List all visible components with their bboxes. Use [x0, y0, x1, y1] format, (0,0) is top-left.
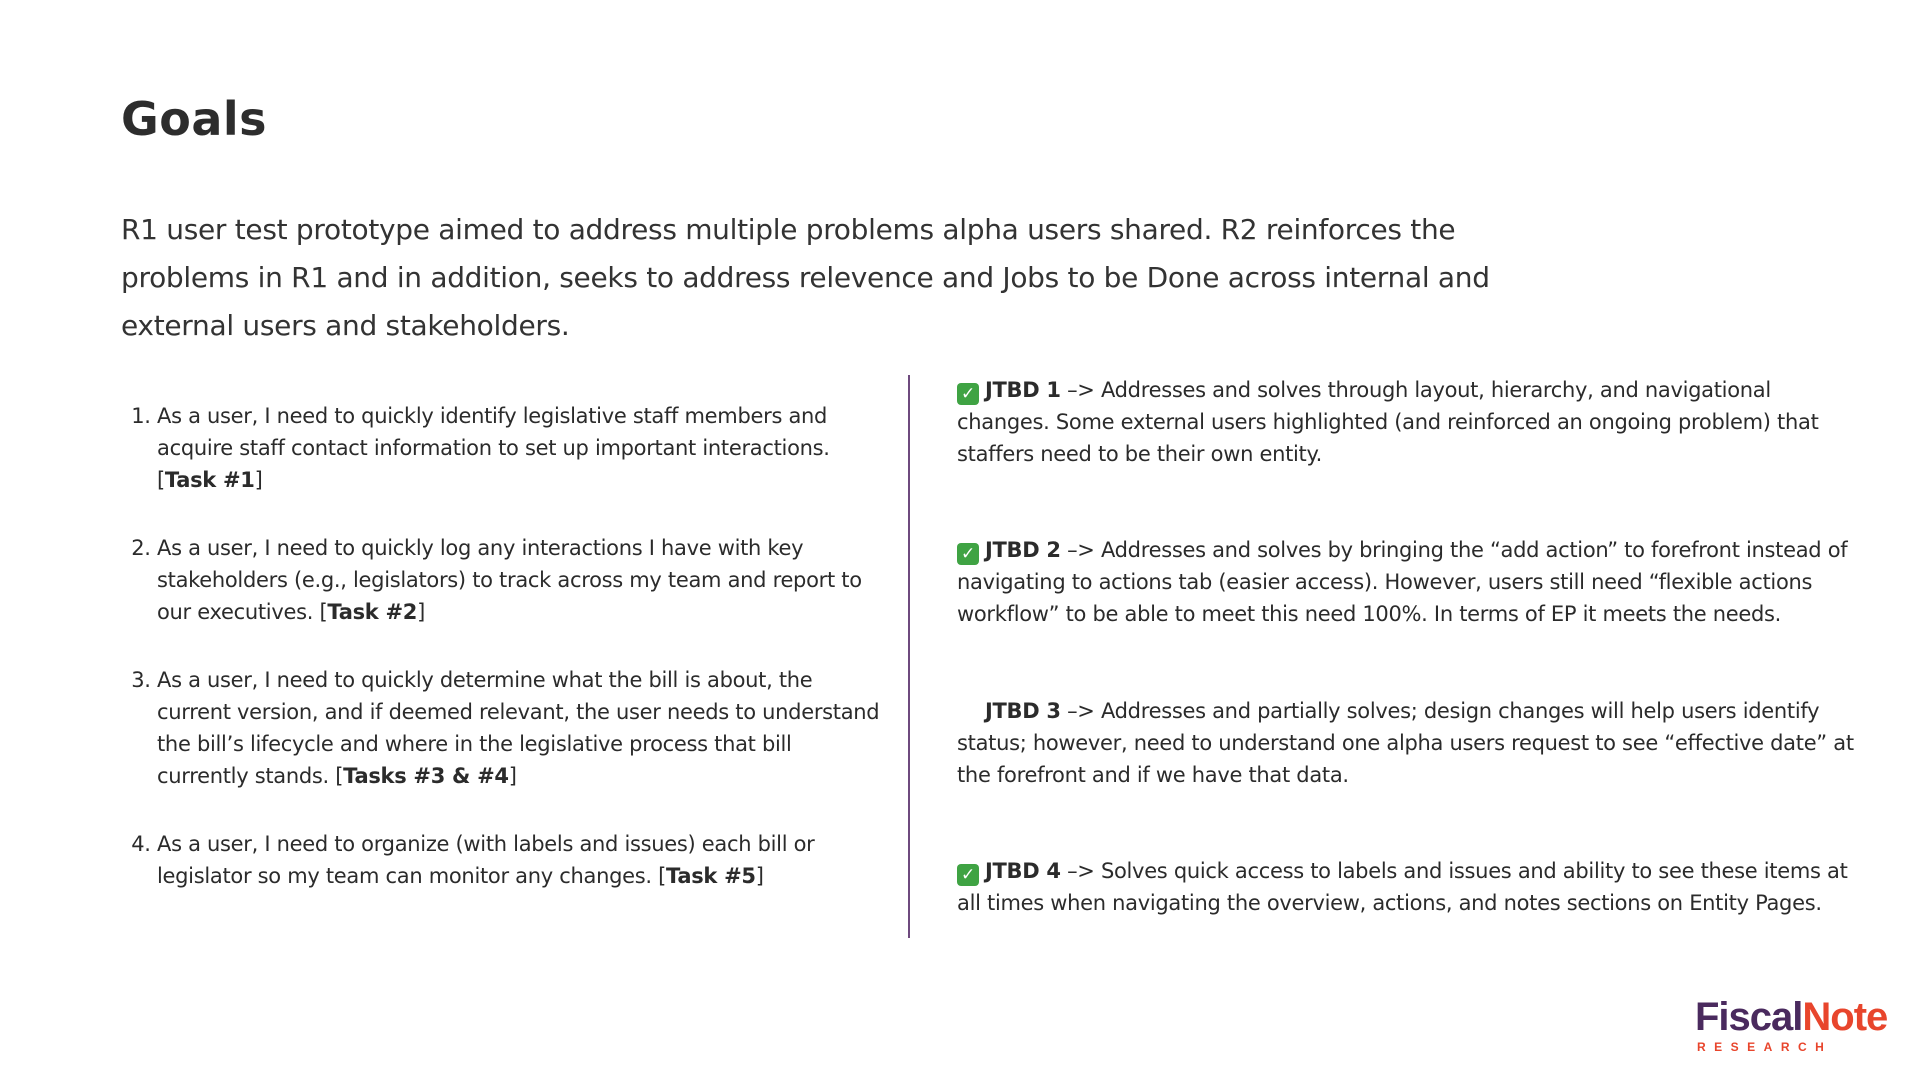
goal-text: As a user, I need to quickly identify legislative staff members and acquire staff contact information to set up important interactions. [ — [157, 404, 830, 492]
goal-task: Task #5 — [666, 864, 756, 888]
jtbd-text: –> Solves quick access to labels and issues and ability to see these items at all times when navigating the overview, actions, and notes sections on Entity Pages. — [957, 859, 1848, 915]
goal-close: ] — [508, 764, 517, 788]
check-icon: ✓ — [957, 864, 979, 886]
jtbd-text: –> Addresses and solves through layout, hierarchy, and navigational changes. Some external users highlighted (and reinforced an ongoing problem) that staffers need to be their own entity. — [957, 378, 1819, 466]
jtbd-item — [957, 534, 1857, 630]
jtbd-item — [957, 374, 1857, 470]
goals-list — [121, 400, 887, 928]
jtbd-label: JTBD 3 — [985, 699, 1061, 723]
check-icon: ✓ — [957, 543, 979, 565]
jtbd-item — [957, 855, 1857, 919]
jtbd-item — [957, 695, 1857, 791]
check-icon: ✓ — [957, 383, 979, 405]
jtbd-label: JTBD 4 — [985, 859, 1061, 883]
column-divider — [908, 375, 910, 938]
goal-item — [157, 664, 887, 792]
goal-close: ] — [417, 600, 425, 624]
goal-text: As a user, I need to quickly log any interactions I have with key stakeholders (e.g., legislators) to track across my team and report to our executives. [ — [157, 536, 862, 624]
jtbd-label: JTBD 2 — [985, 538, 1061, 562]
goal-close: ] — [755, 864, 764, 888]
logo-note: Note — [1802, 995, 1888, 1039]
goal-task: Task #2 — [327, 600, 418, 624]
jtbd-text: –> Addresses and partially solves; design changes will help users identify status; however, need to understand one alpha users request to see “effective date” at the forefront and if we have that data. — [957, 699, 1854, 787]
logo-wordmark — [1695, 996, 1905, 1038]
blank-icon — [957, 696, 979, 718]
fiscalnote-logo — [1695, 996, 1905, 1054]
goal-item — [157, 828, 887, 892]
jtbd-label: JTBD 1 — [985, 378, 1061, 402]
logo-fiscal: Fiscal — [1695, 995, 1803, 1039]
goal-item — [157, 400, 887, 496]
goal-text: As a user, I need to organize (with labels and issues) each bill or legislator so my team can monitor any changes. [ — [157, 832, 815, 888]
page-title: Goals — [121, 92, 268, 146]
goal-task: Task #1 — [164, 468, 255, 492]
jtbd-text: –> Addresses and solves by bringing the “add action” to forefront instead of navigating to actions tab (easier access). However, users still need “flexible actions workflow” to be able to meet this need 100%. In terms of EP it meets the needs. — [957, 538, 1848, 626]
goal-close: ] — [254, 468, 263, 492]
intro-paragraph: R1 user test prototype aimed to address multiple problems alpha users shared. R2 reinforces the problems in R1 and in addition, seeks to address relevence and Jobs to be Done across internal and external users and stakeholders. — [121, 213, 1490, 342]
logo-subtitle: RESEARCH — [1697, 1040, 1833, 1054]
goal-text: As a user, I need to quickly determine what the bill is about, the current version, and if deemed relevant, the user needs to understand the bill’s lifecycle and where in the legislative process that bill currently stands. [ — [157, 668, 880, 788]
goal-task: Tasks #3 & #4 — [343, 764, 509, 788]
goal-item — [157, 532, 887, 628]
